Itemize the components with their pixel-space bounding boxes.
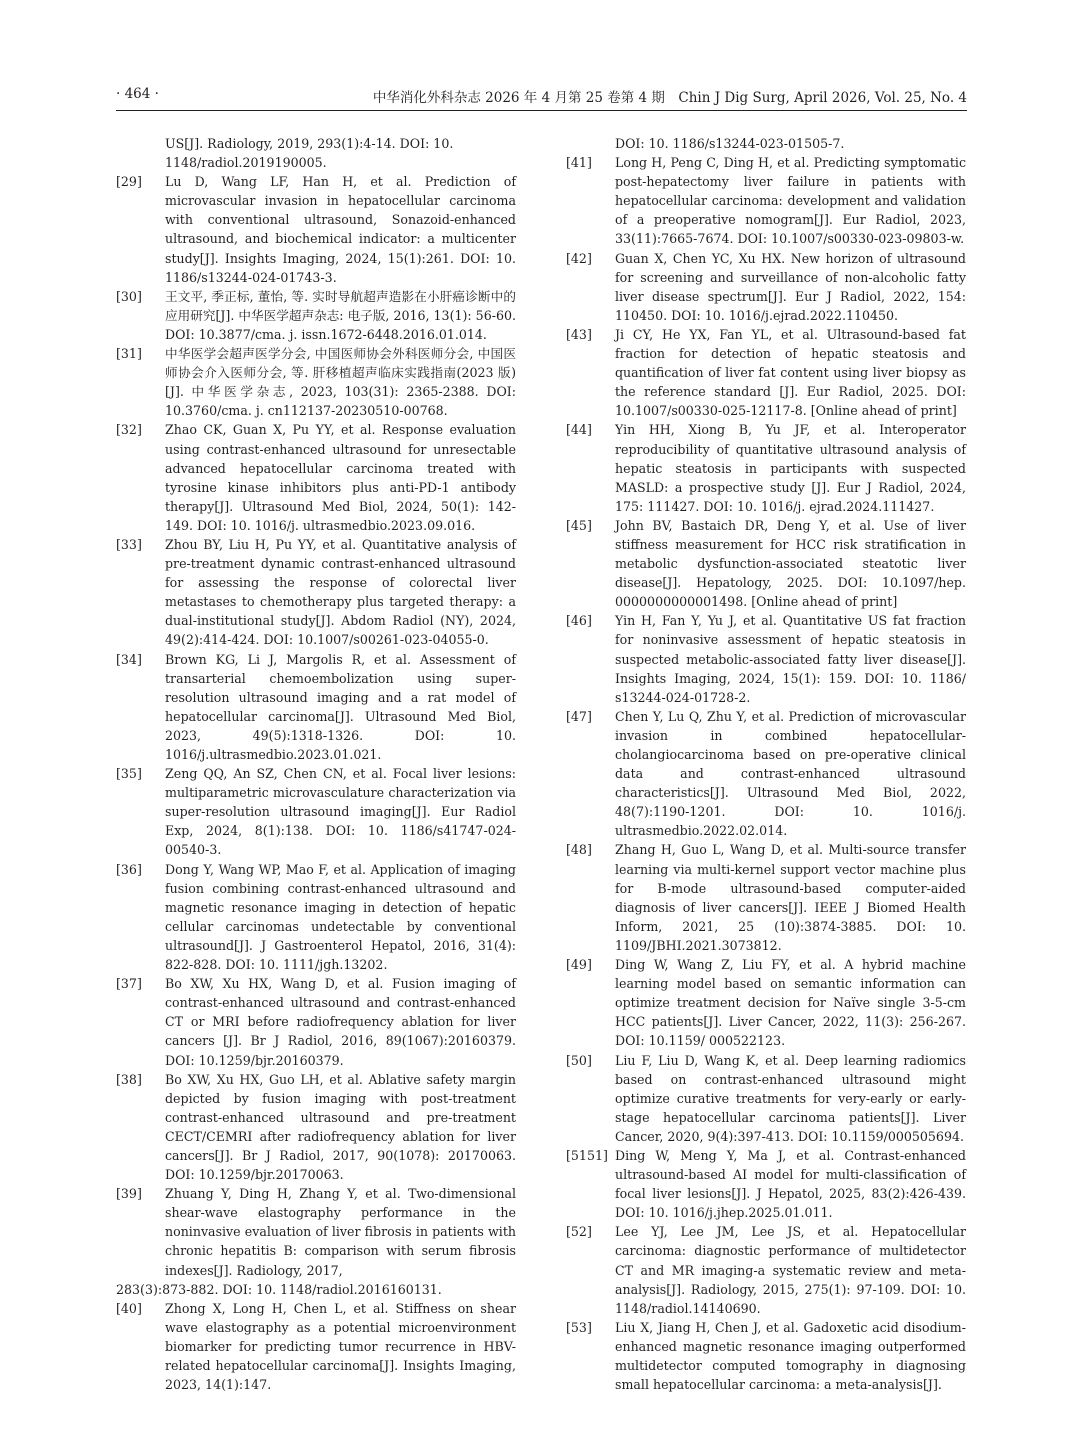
reference-entry	[116, 420, 516, 535]
reference-entry	[566, 840, 966, 955]
reference-continuation	[566, 134, 966, 153]
reference-number: [31]	[116, 346, 142, 362]
reference-text: Yin H, Fan Y, Yu J, et al. Quantitative US fat fraction for noninvasive assessment of hepatic steatosis in suspected metabolic-associated fatty liver disease[J]. Insights Imaging, 2024, 15(1): 159. DOI: 10. 1186/ s13244-024-01728-2.	[615, 613, 966, 705]
reference-number: [43]	[566, 326, 592, 342]
reference-entry	[116, 1299, 516, 1394]
reference-text: Yin HH, Xiong B, Yu JF, et al. Interoperator reproducibility of quantitative ultrasound analysis of hepatic steatosis in participants with suspected MASLD: a prospective study [J]. Eur J Radiol, 2024, 175: 111427. DOI: 10. 1016/j. ejrad.2024.111427.	[615, 422, 966, 514]
reference-column-left	[116, 134, 516, 1394]
reference-number: [30]	[116, 288, 142, 304]
reference-entry	[566, 955, 966, 1050]
reference-text: Lu D, Wang LF, Han H, et al. Prediction of microvascular invasion in hepatocellular carcinoma with conventional ultrasound, Sonazoid-enhanced ultrasound, and biochemical indicator: a multicenter study[J]. Insights Imaging, 2024, 15(1):261. DOI: 10. 1186/s13244-024-01743-3.	[165, 174, 516, 285]
reference-text: Zhuang Y, Ding H, Zhang Y, et al. Two-dimensional shear-wave elastography performance in the noninvasive evaluation of liver fibrosis in patients with chronic hepatitis B: comparison with serum fibrosis indexes[J]. Radiology, 2017,	[165, 1186, 516, 1278]
reference-number: [32]	[116, 422, 142, 438]
reference-entry	[116, 974, 516, 1069]
reference-number: [40]	[116, 1300, 142, 1316]
page-number: · 464 ·	[116, 86, 159, 102]
reference-entry	[116, 535, 516, 650]
reference-number: [39]	[116, 1186, 142, 1202]
reference-number: [29]	[116, 174, 142, 190]
reference-number: [33]	[116, 536, 142, 552]
reference-number: [46]	[566, 613, 592, 629]
reference-number: [5151]	[566, 1147, 608, 1163]
reference-number: [45]	[566, 517, 592, 533]
reference-continuation	[116, 134, 516, 172]
reference-entry	[566, 1051, 966, 1146]
reference-entry	[566, 1222, 966, 1317]
reference-entry	[566, 1146, 966, 1222]
reference-continuation: 283(3):873-882. DOI: 10. 1148/radiol.2016160131.	[116, 1281, 442, 1297]
reference-text: Brown KG, Li J, Margolis R, et al. Assessment of transarterial chemoembolization using super-resolution ultrasound imaging and a rat model of hepatocellular carcinoma[J]. Ultrasound Med Biol, 2023, 49(5):1318-1326. DOI: 10. 1016/j.ultrasmedbio.2023.01.021.	[165, 651, 516, 762]
reference-text: Liu F, Liu D, Wang K, et al. Deep learning radiomics based on contrast-enhanced ultrasound might optimize curative treatments for very-early or early-stage hepatocellular carcinoma patients[J]. Liver Cancer, 2020, 9(4):397-413. DOI: 10.1159/000505694.	[615, 1052, 966, 1144]
reference-text: Zhang H, Guo L, Wang D, et al. Multi-source transfer learning via multi-kernel support vector machine plus for B-mode ultrasound-based computer-aided diagnosis of liver cancers[J]. IEEE J Biomed Health Inform, 2021, 25 (10):3874-3885. DOI: 10. 1109/JBHI.2021.3073812.	[615, 842, 966, 953]
reference-text: Lee YJ, Lee JM, Lee JS, et al. Hepatocellular carcinoma: diagnostic performance of multidetector CT and MR imaging-a systematic review and meta-analysis[J]. Radiology, 2015, 275(1): 97-109. DOI: 10. 1148/radiol.14140690.	[615, 1224, 966, 1316]
reference-text: DOI: 10. 1186/s13244-023-01505-7.	[615, 136, 845, 151]
reference-entry	[116, 344, 516, 420]
reference-entry	[566, 249, 966, 325]
reference-number: [52]	[566, 1224, 592, 1240]
reference-entry	[566, 611, 966, 706]
reference-text: John BV, Bastaich DR, Deng Y, et al. Use of liver stiffness measurement for HCC risk stratification in metabolic dysfunction-associated steatotic liver disease[J]. Hepatology, 2025. DOI: 10.1097/hep. 0000000000001498. [Online ahead of print]	[615, 517, 966, 610]
reference-text: Dong Y, Wang WP, Mao F, et al. Application of imaging fusion combining contrast-enhanced ultrasound and magnetic resonance imaging in detection of hepatic cellular carcinomas undetectable by conventional ultrasound[J]. J Gastroenterol Hepatol, 2016, 31(4): 822-828. DOI: 10. 1111/jgh.13202.	[165, 861, 516, 973]
reference-number: [49]	[566, 957, 592, 973]
reference-number: [50]	[566, 1052, 592, 1068]
reference-number: [44]	[566, 422, 592, 438]
reference-text: Chen Y, Lu Q, Zhu Y, et al. Prediction of microvascular invasion in combined hepatocellular-cholangiocarcinoma based on pre-operative clinical data and contrast-enhanced ultrasound characteristics[J]. Ultrasound Med Biol, 2022, 48(7):1190-1201. DOI: 10. 1016/j. ultrasmedbio.2022.02.014.	[615, 708, 966, 839]
reference-number: [42]	[566, 250, 592, 266]
reference-number: [38]	[116, 1071, 142, 1087]
journal-title: 中华消化外科杂志 2026 年 4 月第 25 卷第 4 期 Chin J Dig Surg, April 2026, Vol. 25, No. 4	[372, 90, 967, 106]
reference-entry	[566, 707, 966, 841]
reference-number: [35]	[116, 766, 142, 782]
reference-text: Bo XW, Xu HX, Guo LH, et al. Ablative safety margin depicted by fusion imaging with post-treatment contrast-enhanced ultrasound and pre-treatment CECT/CEMRI after radiofrequency ablation for liver cancers[J]. Br J Radiol, 2017, 90(1078): 20170063. DOI: 10.1259/bjr.20170063.	[165, 1071, 516, 1183]
running-header	[116, 86, 967, 110]
reference-text: Liu X, Jiang H, Chen J, et al. Gadoxetic acid disodium-enhanced magnetic resonance imaging outperformed multidetector computed tomography in diagnosing small hepatocellular carcinoma: a meta-analysis[J].	[615, 1319, 966, 1393]
reference-text: 王文平, 季正标, 董怡, 等. 实时导航超声造影在小肝癌诊断中的应用研究[J]. 中华医学超声杂志: 电子版, 2016, 13(1): 56-60. DOI: 10.3877/cma. j. issn.1672-6448.2016.01.014.	[165, 288, 516, 342]
header-rule	[116, 110, 967, 111]
reference-entry	[566, 1318, 966, 1394]
reference-number: [36]	[116, 861, 142, 877]
reference-entry	[116, 1184, 516, 1279]
reference-number: [37]	[116, 976, 142, 992]
reference-entry	[116, 172, 516, 287]
reference-text: Ji CY, He YX, Fan YL, et al. Ultrasound-based fat fraction for detection of hepatic steatosis and quantification of liver fat content using liver biopsy as the reference standard [J]. Eur Radiol, 2025. DOI: 10.1007/s00330-025-12117-8. [Online ahead of print]	[615, 326, 966, 419]
reference-text: US[J]. Radiology, 2019, 293(1):4-14. DOI: 10. 1148/radiol.2019190005.	[165, 136, 454, 171]
reference-text: Ding W, Meng Y, Ma J, et al. Contrast-enhanced ultrasound-based AI model for multi-classification of focal liver lesions[J]. J Hepatol, 2025, 83(2):426-439. DOI: 10. 1016/j.jhep.2025.01.011.	[615, 1147, 966, 1221]
reference-entry	[116, 860, 516, 975]
reference-text: Long H, Peng C, Ding H, et al. Predicting symptomatic post-hepatectomy liver failure in patients with hepatocellular carcinoma: development and validation of a preoperative nomogram[J]. Eur Radiol, 2023, 33(11):7665-7674. DOI: 10.1007/s00330-023-09803-w.	[615, 155, 966, 247]
reference-text: Zeng QQ, An SZ, Chen CN, et al. Focal liver lesions: multiparametric microvasculature characterization via super-resolution ultrasound imaging[J]. Eur Radiol Exp, 2024, 8(1):138. DOI: 10. 1186/s41747-024-00540-3.	[165, 766, 516, 858]
reference-entry	[116, 650, 516, 765]
reference-number: [34]	[116, 651, 142, 667]
reference-entry	[116, 287, 516, 344]
reference-text: Zhou BY, Liu H, Pu YY, et al. Quantitative analysis of pre-treatment dynamic contrast-enhanced ultrasound for assessing the response of colorectal liver metastases to chemotherapy plus targeted therapy: a dual-institutional study[J]. Abdom Radiol (NY), 2024, 49(2):414-424. DOI: 10.1007/s00261-023-04055-0.	[165, 536, 516, 648]
reference-text: Zhao CK, Guan X, Pu YY, et al. Response evaluation using contrast-enhanced ultrasound for unresectable advanced hepatocellular carcinoma treated with tyrosine kinase inhibitors plus anti-PD-1 antibody therapy[J]. Ultrasound Med Biol, 2024, 50(1): 142-149. DOI: 10. 1016/j. ultrasmedbio.2023.09.016.	[165, 422, 516, 533]
reference-text: Bo XW, Xu HX, Wang D, et al. Fusion imaging of contrast-enhanced ultrasound and contrast-enhanced CT or MRI before radiofrequency ablation for liver cancers [J]. Br J Radiol, 2016, 89(1067):20160379. DOI: 10.1259/bjr.20160379.	[165, 976, 516, 1068]
reference-number: [53]	[566, 1319, 592, 1335]
reference-text: 中华医学会超声医学分会, 中国医师协会外科医师分会, 中国医师协会介入医师分会, 等. 肝移植超声临床实践指南(2023 版)[J]. 中华医学杂志, 2023, 103(31): 2365-2388. DOI: 10.3760/cma. j. cn112137-20230510-00768.	[165, 346, 516, 419]
reference-number: [47]	[566, 708, 592, 724]
reference-number: [48]	[566, 842, 592, 858]
reference-number: [41]	[566, 155, 592, 171]
reference-text: Ding W, Wang Z, Liu FY, et al. A hybrid machine learning model based on semantic information can optimize treatment decision for Naïve single 3-5-cm HCC patients[J]. Liver Cancer, 2022, 11(3): 256-267. DOI: 10.1159/ 000522123.	[615, 957, 966, 1049]
reference-entry	[566, 153, 966, 248]
reference-entry	[116, 764, 516, 859]
reference-text: Zhong X, Long H, Chen L, et al. Stiffness on shear wave elastography as a potential microenvironment biomarker for predicting tumor recurrence in HBV-related hepatocellular carcinoma[J]. Insights Imaging, 2023, 14(1):147.	[165, 1300, 516, 1393]
reference-entry	[566, 420, 966, 515]
reference-entry	[566, 325, 966, 420]
reference-text: Guan X, Chen YC, Xu HX. New horizon of ultrasound for screening and surveillance of non-alcoholic fatty liver disease spectrum[J]. Eur J Radiol, 2022, 154: 110450. DOI: 10. 1016/j.ejrad.2022.110450.	[615, 250, 966, 323]
reference-entry	[116, 1070, 516, 1185]
reference-entry	[566, 516, 966, 611]
reference-column-right	[566, 134, 966, 1394]
